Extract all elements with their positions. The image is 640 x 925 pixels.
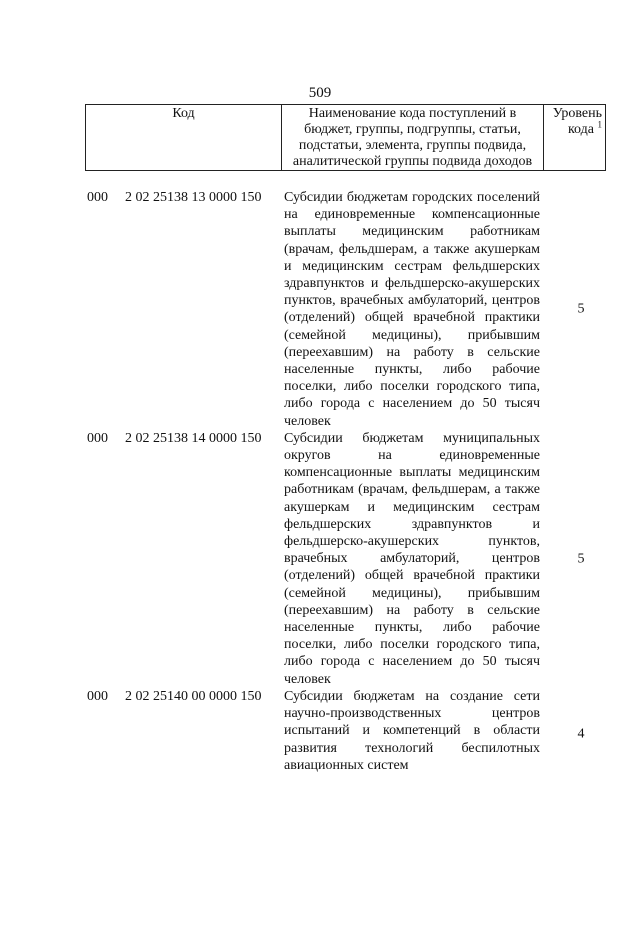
- table-body: [85, 189, 605, 774]
- header-level-footnote: 1: [597, 119, 602, 130]
- row-description: Субсидии бюджетам муниципальных округов на единовременные компенсационные выплаты медицинским работникам (врачам, фельдшерам, а также акушеркам и медицинским сестрам фельдшерских здравпунктов и фельдшерско-акушерских пунктов, врачебных амбулаторий, центров (отделений) общей врачебной практики (семейной медицины), прибывшим (переехавшим) на работу в сельские населенные пункты, либо рабочие поселки, либо поселки городского типа, либо города с населением до 50 тысяч человек: [284, 430, 540, 687]
- header-level-cell: [544, 105, 606, 171]
- row-description: Субсидии бюджетам городских поселений на единовременные компенсационные выплаты медицинским работникам (врачам, фельдшерам, а также акушеркам и медицинским сестрам фельдшерских здравпунктов и фельдшерско-акушерских пунктов, врачебных амбулаторий, центров (отделений) общей врачебной практики (семейной медицины), прибывшим (переехавшим) на работу в сельские населенные пункты, либо рабочие поселки, либо поселки городского типа, либо города с населением до 50 тысяч человек: [284, 190, 540, 429]
- row-level: 4: [577, 726, 585, 742]
- row-admin-code: 000: [87, 190, 108, 205]
- row-admin-code: 000: [87, 688, 108, 704]
- page-number: 509: [308, 85, 332, 101]
- table-row: [85, 430, 605, 688]
- row-level: 5: [577, 551, 585, 567]
- header-row: [86, 105, 606, 171]
- table-row: [85, 688, 605, 774]
- row-level: 5: [577, 301, 585, 317]
- table-row: [85, 189, 605, 430]
- row-budget-code: 2 02 25138 14 0000 150: [125, 430, 262, 446]
- row-description: Субсидии бюджетам на создание сети научно-производственных центров испытаний и компетенций в области развития технологий беспилотных авиационных систем: [284, 688, 540, 773]
- header-table: [85, 104, 606, 171]
- header-name: Наименование кода поступлений в бюджет, группы, подгруппы, статьи, подстатьи, элемента, группы подвида, аналитической группы подвида доходов: [282, 105, 544, 171]
- header-code: Код: [86, 105, 282, 171]
- header-level: Уровень кода: [552, 106, 602, 137]
- row-budget-code: 2 02 25138 13 0000 150: [125, 190, 262, 205]
- row-admin-code: 000: [87, 430, 108, 446]
- row-budget-code: 2 02 25140 00 0000 150: [125, 688, 262, 704]
